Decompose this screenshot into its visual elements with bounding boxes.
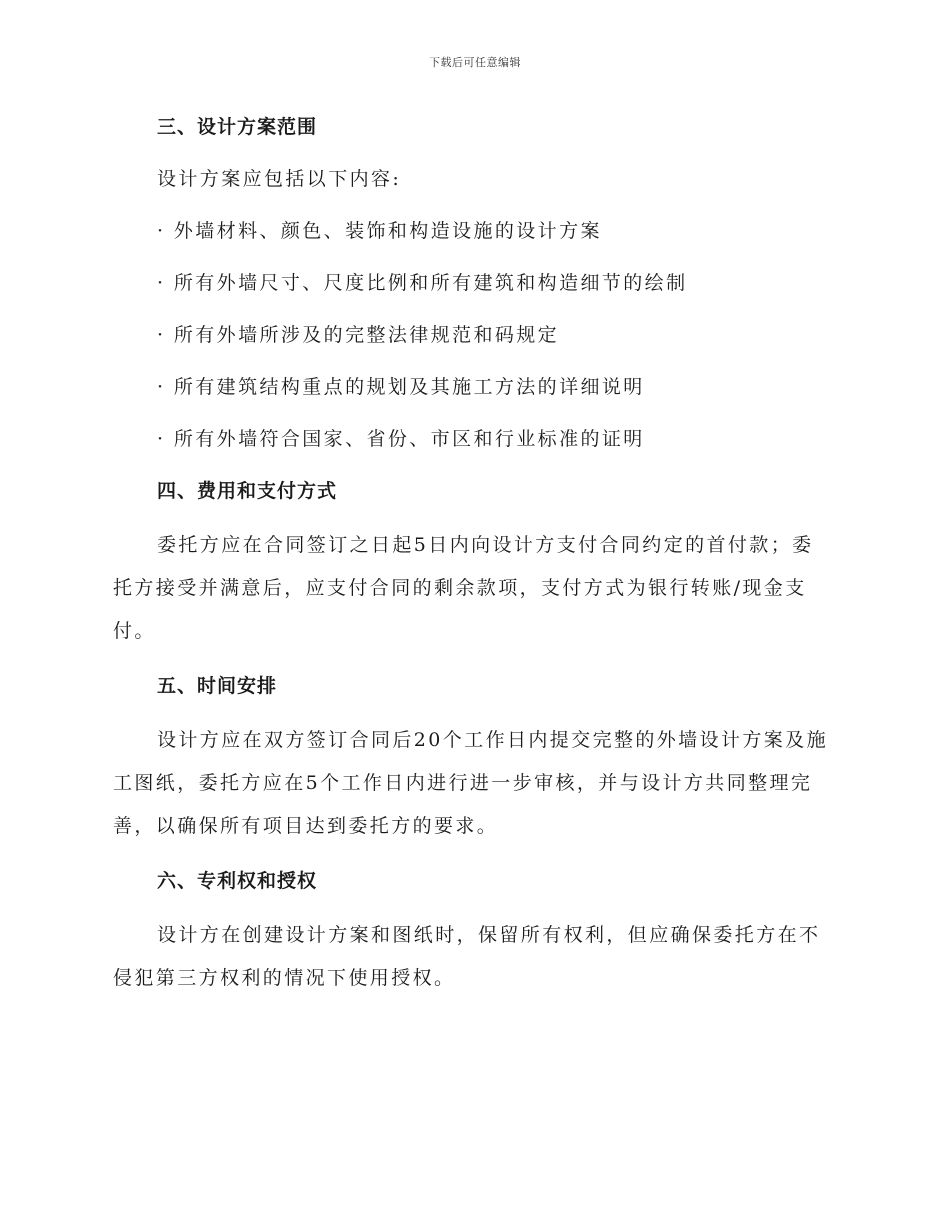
scope-intro: 设计方案应包括以下内容: bbox=[157, 168, 402, 190]
patent-paragraph bbox=[113, 914, 833, 1000]
document-body bbox=[113, 108, 833, 1014]
section-heading-schedule: 五、时间安排 bbox=[157, 675, 278, 697]
scope-list-item: · 所有外墙所涉及的完整法律规范和码规定 bbox=[157, 324, 560, 346]
paragraph-line: 托方接受并满意后，应支付合同的剩余款项，支付方式为银行转账/现金支 bbox=[113, 577, 807, 599]
paragraph-line: 工图纸，委托方应在5个工作日内进行进一步审核，并与设计方共同整理完 bbox=[113, 772, 813, 794]
section-heading-scope: 三、设计方案范围 bbox=[157, 116, 318, 138]
schedule-paragraph bbox=[113, 719, 833, 848]
paragraph-line: 善，以确保所有项目达到委托方的要求。 bbox=[113, 815, 499, 837]
scope-list-item: · 所有外墙符合国家、省份、市区和行业标准的证明 bbox=[157, 428, 645, 450]
page-header: 下载后可任意编辑 bbox=[429, 56, 521, 69]
paragraph-line: 侵犯第三方权利的情况下使用授权。 bbox=[113, 967, 456, 989]
payment-paragraph bbox=[113, 524, 833, 653]
scope-list-item: · 外墙材料、颜色、装饰和构造设施的设计方案 bbox=[157, 220, 602, 242]
scope-list-item: · 所有外墙尺寸、尺度比例和所有建筑和构造细节的绘制 bbox=[157, 272, 688, 294]
paragraph-line: 付。 bbox=[113, 620, 156, 642]
section-heading-payment: 四、费用和支付方式 bbox=[157, 480, 338, 502]
scope-list-item: · 所有建筑结构重点的规划及其施工方法的详细说明 bbox=[157, 376, 645, 398]
paragraph-line: 委托方应在合同签订之日起5日内向设计方支付合同约定的首付款；委 bbox=[157, 534, 814, 556]
paragraph-line: 设计方在创建设计方案和图纸时，保留所有权利，但应确保委托方在不 bbox=[157, 924, 821, 946]
section-heading-patent: 六、专利权和授权 bbox=[157, 870, 318, 892]
paragraph-line: 设计方应在双方签订合同后20个工作日内提交完整的外墙设计方案及施 bbox=[157, 729, 828, 751]
